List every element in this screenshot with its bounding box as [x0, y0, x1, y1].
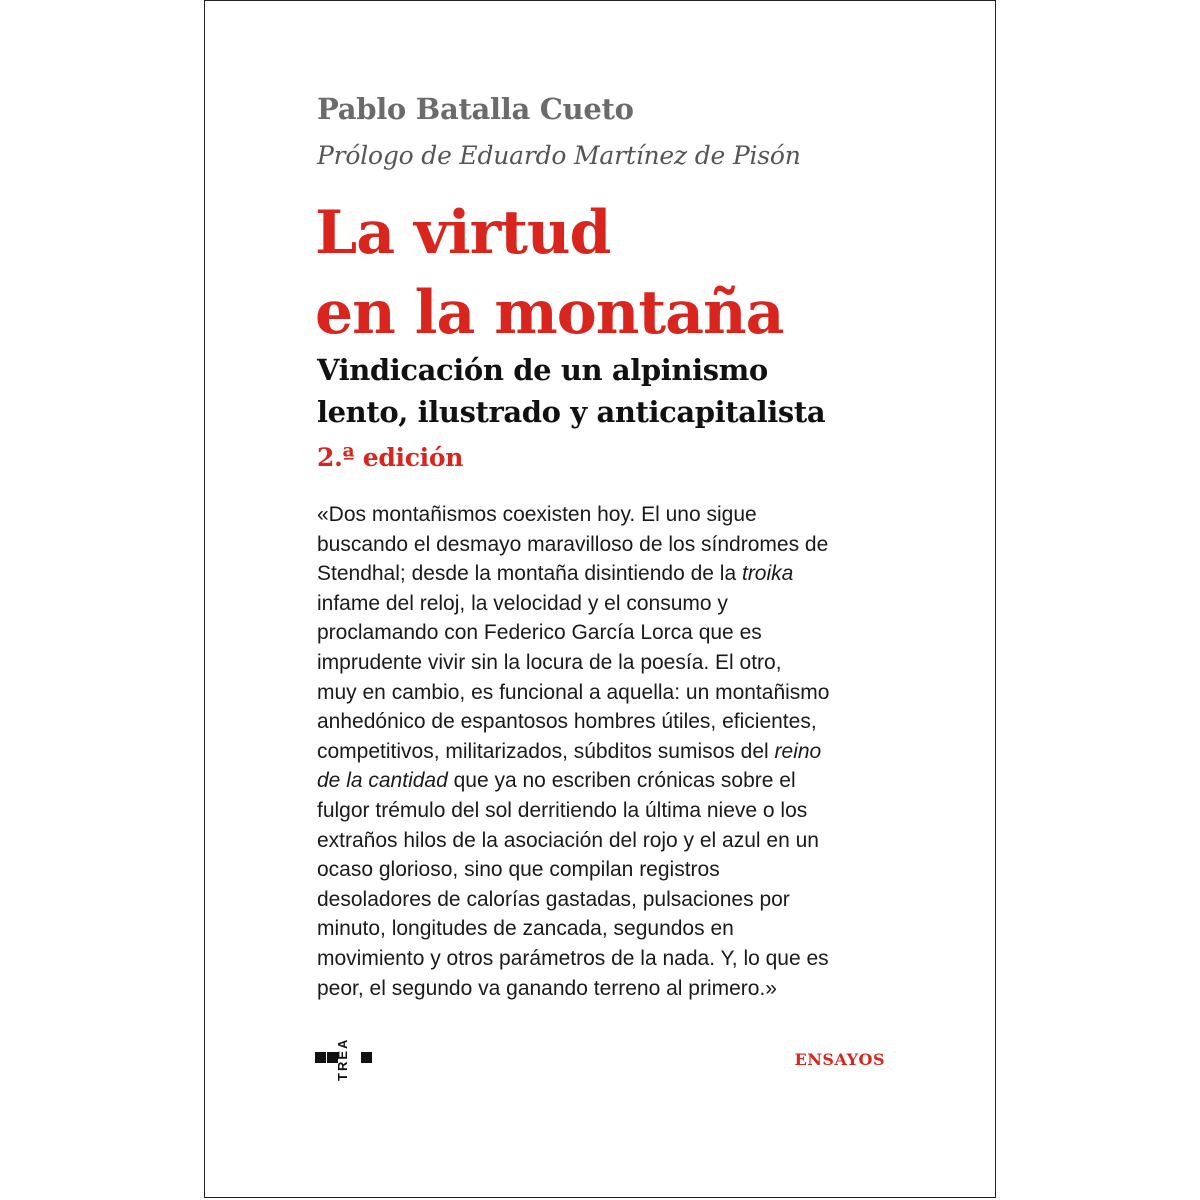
- blurb-text: fulgor trémulo del sol derritiendo la última nieve o los: [317, 798, 808, 822]
- blurb-line: [317, 826, 917, 856]
- blurb-text: extraños hilos de la asociación del rojo y el azul en un: [317, 828, 819, 852]
- back-cover-blurb: [317, 500, 917, 1003]
- blurb-text: infame del reloj, la velocidad y el consumo y: [317, 591, 728, 615]
- blurb-line: [317, 737, 917, 767]
- blurb-line: [317, 648, 917, 678]
- blurb-line: [317, 618, 917, 648]
- logo-square: [315, 1052, 326, 1063]
- blurb-text: ocaso glorioso, sino que compilan registros: [317, 858, 720, 882]
- blurb-text: competitivos, militarizados, súbditos sumisos del: [317, 739, 775, 763]
- subtitle-line: Vindicación de un alpinismo: [317, 353, 768, 387]
- book-title: [315, 193, 783, 353]
- blurb-line: [317, 559, 917, 589]
- blurb-line: [317, 885, 917, 915]
- blurb-text: anhedónico de espantosos hombres útiles, eficientes,: [317, 710, 817, 734]
- blurb-line: [317, 914, 917, 944]
- title-line: La virtud: [315, 198, 611, 268]
- prologue-credit: Prólogo de Eduardo Martínez de Pisón: [317, 141, 801, 170]
- blurb-text: buscando el desmayo maravilloso de los síndromes de: [317, 532, 829, 556]
- blurb-line: [317, 678, 917, 708]
- blurb-text: imprudente vivir sin la locura de la poesía. El otro,: [317, 650, 782, 674]
- blurb-line: [317, 530, 917, 560]
- publisher-logo-text: TREA: [335, 1037, 350, 1081]
- blurb-text: Stendhal; desde la montaña disintiendo de la: [317, 562, 742, 586]
- blurb-line: [317, 589, 917, 619]
- publisher-logo: [335, 1037, 353, 1082]
- book-cover: [204, 0, 996, 1198]
- series-label: ENSAYOS: [794, 1050, 885, 1069]
- blurb-text: que ya no escriben crónicas sobre el: [447, 769, 796, 793]
- blurb-italic-text: reino: [774, 739, 822, 763]
- blurb-text: peor, el segundo va ganando terreno al primero.»: [317, 976, 777, 1000]
- book-subtitle: [317, 349, 825, 433]
- blurb-line: [317, 766, 917, 796]
- edition-label: 2.ª edición: [317, 443, 464, 472]
- blurb-line: [317, 796, 917, 826]
- author-name: Pablo Batalla Cueto: [317, 92, 634, 126]
- blurb-line: [317, 707, 917, 737]
- blurb-text: desoladores de calorías gastadas, pulsaciones por: [317, 887, 790, 911]
- blurb-italic-text: de la cantidad: [317, 769, 448, 793]
- blurb-text: movimiento y otros parámetros de la nada. Y, lo que es: [317, 946, 829, 970]
- blurb-line: [317, 500, 917, 530]
- subtitle-line: lento, ilustrado y anticapitalista: [317, 395, 826, 429]
- blurb-text: proclamando con Federico García Lorca que es: [317, 621, 762, 645]
- blurb-line: [317, 974, 917, 1004]
- blurb-text: «Dos montañismos coexisten hoy. El uno sigue: [317, 503, 757, 526]
- logo-square: [361, 1052, 372, 1063]
- blurb-line: [317, 944, 917, 974]
- title-line: en la montaña: [315, 278, 784, 348]
- blurb-line: [317, 855, 917, 885]
- blurb-text: minuto, longitudes de zancada, segundos en: [317, 917, 734, 941]
- blurb-text: muy en cambio, es funcional a aquella: un montañismo: [317, 680, 830, 704]
- blurb-italic-text: troika: [741, 562, 794, 586]
